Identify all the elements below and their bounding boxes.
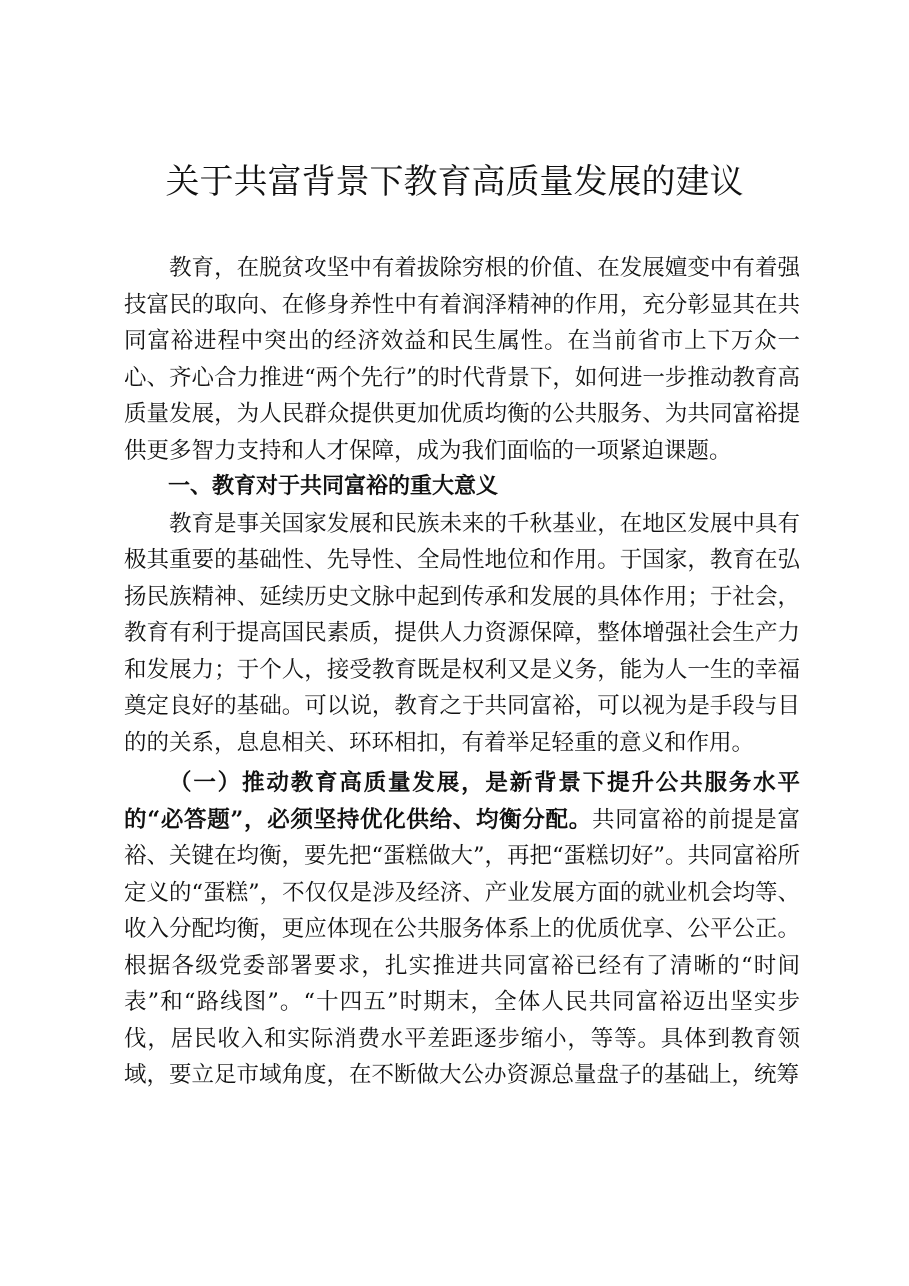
section1-paragraph: 教育是事关国家发展和民族未来的千秋基业，在地区发展中具有极其重要的基础性、先导性、全局性地位和作用。于国家，教育在弘扬民族精神、延续历史文脉中起到传承和发展的具体作用；于社会，教育有利于提高国民素质，提供人力资源保障，整体增强社会生产力和发展力；于个人，接受教育既是权利又是义务，能为人一生的幸福奠定良好的基础。可以说，教育之于共同富裕，可以视为是手段与目的的关系，息息相关、环环相扣，有着举足轻重的意义和作用。 [124,510,800,756]
section-heading-1: 一、教育对于共同富裕的重大意义 [168,474,499,499]
point1-body-text: 共同富裕的前提是富裕、关键在均衡，要先把“蛋糕做大”，再把“蛋糕切好”。共同富裕所定义的“蛋糕”，不仅仅是涉及经济、产业发展方面的就业机会均等、收入分配均衡，更应体现在公共服务体系上的优质优享、公平公正。根据各级党委部署要求，扎实推进共同富裕已经有了清晰的“时间表”和“路线图”。“十四五”时期末，全体人民共同富裕迈出坚实步伐，居民收入和实际消费水平差距逐步缩小，等等。具体到教育领域，要立足市域角度，在不断做大公办资源总量盘子的基础上，统筹 [124,806,801,1088]
point1-paragraph [124,765,800,1094]
document-body [124,250,800,1094]
point1-lead-sentence: （一）推动教育高质量发展，是新背景下提升公共服务水平的“必答题”，必须坚持优化供给、均衡分配。 [124,770,800,833]
document-title: 关于共富背景下教育高质量发展的建议 [165,162,744,202]
intro-paragraph: 教育，在脱贫攻坚中有着拔除穷根的价值、在发展嬗变中有着强技富民的取向、在修身养性中有着润泽精神的作用，充分彰显其在共同富裕进程中突出的经济效益和民生属性。在当前省市上下万众一心、齐心合力推进“两个先行”的时代背景下，如何进一步推动教育高质量发展，为人民群众提供更加优质均衡的公共服务、为共同富裕提供更多智力支持和人才保障，成为我们面临的一项紧迫课题。 [124,255,800,464]
